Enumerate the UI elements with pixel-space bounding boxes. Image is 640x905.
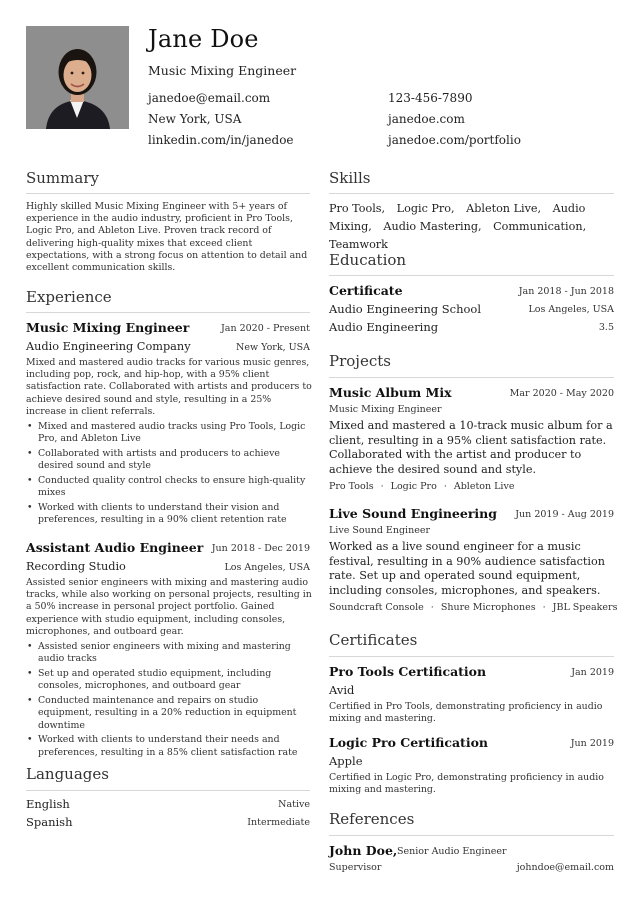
profile-photo (26, 26, 129, 129)
certificates-divider (329, 656, 614, 657)
education-degree: Certificate (329, 283, 403, 298)
projects-divider (329, 377, 614, 378)
job-dates: Jan 2020 - Present (220, 323, 310, 334)
certificate-name: Logic Pro Certification (329, 735, 489, 750)
reference-email[interactable]: johndoe@email.com (516, 862, 614, 873)
certificate-name: Pro Tools Certification (329, 664, 487, 679)
job-bullet: • Assisted senior engineers with mixing and mastering audio tracks (26, 641, 311, 665)
contact-linkedin[interactable]: linkedin.com/in/janedoe (148, 133, 294, 147)
job-role: Assistant Audio Engineer (26, 540, 204, 555)
projects-heading: Projects (329, 352, 391, 370)
certificate-description: Certified in Pro Tools, demonstrating proficiency in audio mixing and mastering. (329, 701, 603, 725)
skill-item: Audio Mastering, (383, 220, 482, 233)
certificate-issuer: Avid (329, 683, 355, 697)
project-dates: Mar 2020 - May 2020 (509, 388, 614, 399)
job-bullet: • Conducted maintenance and repairs on studio equipment, resulting in a 20% reduction in equipment downtime (26, 695, 311, 732)
contact-portfolio[interactable]: janedoe.com/portfolio (388, 133, 521, 147)
contact-location: New York, USA (148, 112, 242, 126)
certificates-heading: Certificates (329, 631, 418, 649)
project-tags: Pro Tools · Logic Pro · Ableton Live (329, 481, 515, 492)
education-school: Audio Engineering School (329, 302, 482, 316)
project-tag: JBL Speakers (552, 602, 618, 613)
project-role: Music Mixing Engineer (329, 404, 442, 415)
candidate-title: Music Mixing Engineer (148, 63, 297, 78)
project-tag: Pro Tools (329, 481, 374, 492)
job-description: Assisted senior engineers with mixing and mastering audio tracks, while also working on personal projects, resulting in a 50% increase in personal project portfolio. Gained experience with studio equipment, including consoles, microphones, and outboard gear. (26, 577, 312, 637)
reference-title: Senior Audio Engineer (397, 846, 507, 857)
skill-item: Communication, (493, 220, 587, 233)
languages-heading: Languages (26, 765, 109, 783)
job-bullets (26, 641, 311, 762)
summary-text: Highly skilled Music Mixing Engineer with 5+ years of experience in the audio industry, proficient in Pro Tools, Logic Pro, and Ableton Live. Proven track record of delivering high-quality mixes that exceed client expectations, with a strong focus on attention to detail and excellent communication skills. (26, 201, 308, 274)
skills-list (329, 200, 619, 254)
references-divider (329, 835, 614, 836)
reference-relation: Supervisor (329, 862, 382, 873)
project-tag: Ableton Live (453, 481, 515, 492)
project-description: Mixed and mastered a 10-track music album for a client, resulting in a 95% client satisfaction rate. Collaborated with the artist and producer to achieve the desired sound and style. (329, 419, 613, 476)
education-gpa: 3.5 (598, 322, 614, 333)
experience-heading: Experience (26, 288, 112, 306)
project-name: Music Album Mix (329, 385, 452, 400)
project-dates: Jun 2019 - Aug 2019 (515, 509, 614, 520)
project-role: Live Sound Engineer (329, 525, 430, 536)
summary-divider (26, 193, 310, 194)
education-dates: Jan 2018 - Jun 2018 (518, 286, 614, 297)
skill-item: Teamwork (329, 238, 388, 251)
project-tag: Soundcraft Console (329, 602, 424, 613)
job-company: Recording Studio (26, 560, 126, 573)
job-description: Mixed and mastered audio tracks for various music genres, including pop, rock, and hip-hop, with a 95% client satisfaction rate. Collaborated with artists and producers to achieve desired sound and style, resulting in a 25% increase in client referrals. (26, 357, 312, 417)
project-tag: Logic Pro (390, 481, 437, 492)
certificate-issuer: Apple (329, 754, 363, 768)
candidate-name: Jane Doe (148, 25, 259, 53)
summary-heading: Summary (26, 169, 99, 187)
job-bullet: • Conducted quality control checks to ensure high-quality mixes (26, 475, 311, 499)
skill-item: Audio Mixing, (329, 202, 586, 233)
skill-item: Logic Pro, (396, 202, 455, 215)
job-bullet: • Worked with clients to understand their vision and preferences, resulting in a 90% client retention rate (26, 502, 311, 526)
education-location: Los Angeles, USA (528, 304, 614, 315)
certificate-description: Certified in Logic Pro, demonstrating proficiency in audio mixing and mastering. (329, 772, 604, 796)
skill-item: Ableton Live, (466, 202, 542, 215)
project-tag: Shure Microphones (440, 602, 536, 613)
language-name: English (26, 797, 70, 811)
project-tags: Soundcraft Console · Shure Microphones · JBL Speakers (329, 602, 618, 613)
job-bullets (26, 421, 311, 529)
project-name: Live Sound Engineering (329, 506, 497, 521)
experience-divider (26, 312, 310, 313)
education-divider (329, 275, 614, 276)
job-location: New York, USA (236, 342, 310, 353)
education-field: Audio Engineering (329, 320, 439, 334)
contact-website[interactable]: janedoe.com (388, 112, 465, 126)
job-role: Music Mixing Engineer (26, 320, 190, 335)
job-bullet: • Collaborated with artists and producers to achieve desired sound and style (26, 448, 311, 472)
reference-name: John Doe, (329, 843, 398, 858)
certificate-date: Jan 2019 (571, 667, 614, 678)
certificate-date: Jun 2019 (570, 738, 614, 749)
job-company: Audio Engineering Company (26, 340, 191, 353)
languages-divider (26, 790, 310, 791)
job-bullet: • Mixed and mastered audio tracks using Pro Tools, Logic Pro, and Ableton Live (26, 421, 311, 445)
job-dates: Jun 2018 - Dec 2019 (211, 543, 310, 554)
references-heading: References (329, 810, 415, 828)
education-heading: Education (329, 251, 407, 269)
portrait-image (26, 26, 129, 129)
project-description: Worked as a live sound engineer for a music festival, resulting in a 90% audience satisfaction rate. Set up and operated sound equipment, including consoles, microphones, and speakers. (329, 540, 605, 597)
skill-item: Pro Tools, (329, 202, 386, 215)
skills-divider (329, 193, 614, 194)
language-name: Spanish (26, 815, 73, 829)
job-bullet: • Set up and operated studio equipment, including consoles, microphones, and outboard gear (26, 668, 311, 692)
language-level: Native (278, 799, 310, 810)
job-location: Los Angeles, USA (224, 562, 310, 573)
job-bullet: • Worked with clients to understand their needs and preferences, resulting in a 85% client satisfaction rate (26, 734, 311, 758)
language-level: Intermediate (247, 817, 310, 828)
contact-email[interactable]: janedoe@email.com (148, 91, 271, 105)
contact-phone[interactable]: 123-456-7890 (388, 91, 473, 105)
skills-heading: Skills (329, 169, 371, 187)
